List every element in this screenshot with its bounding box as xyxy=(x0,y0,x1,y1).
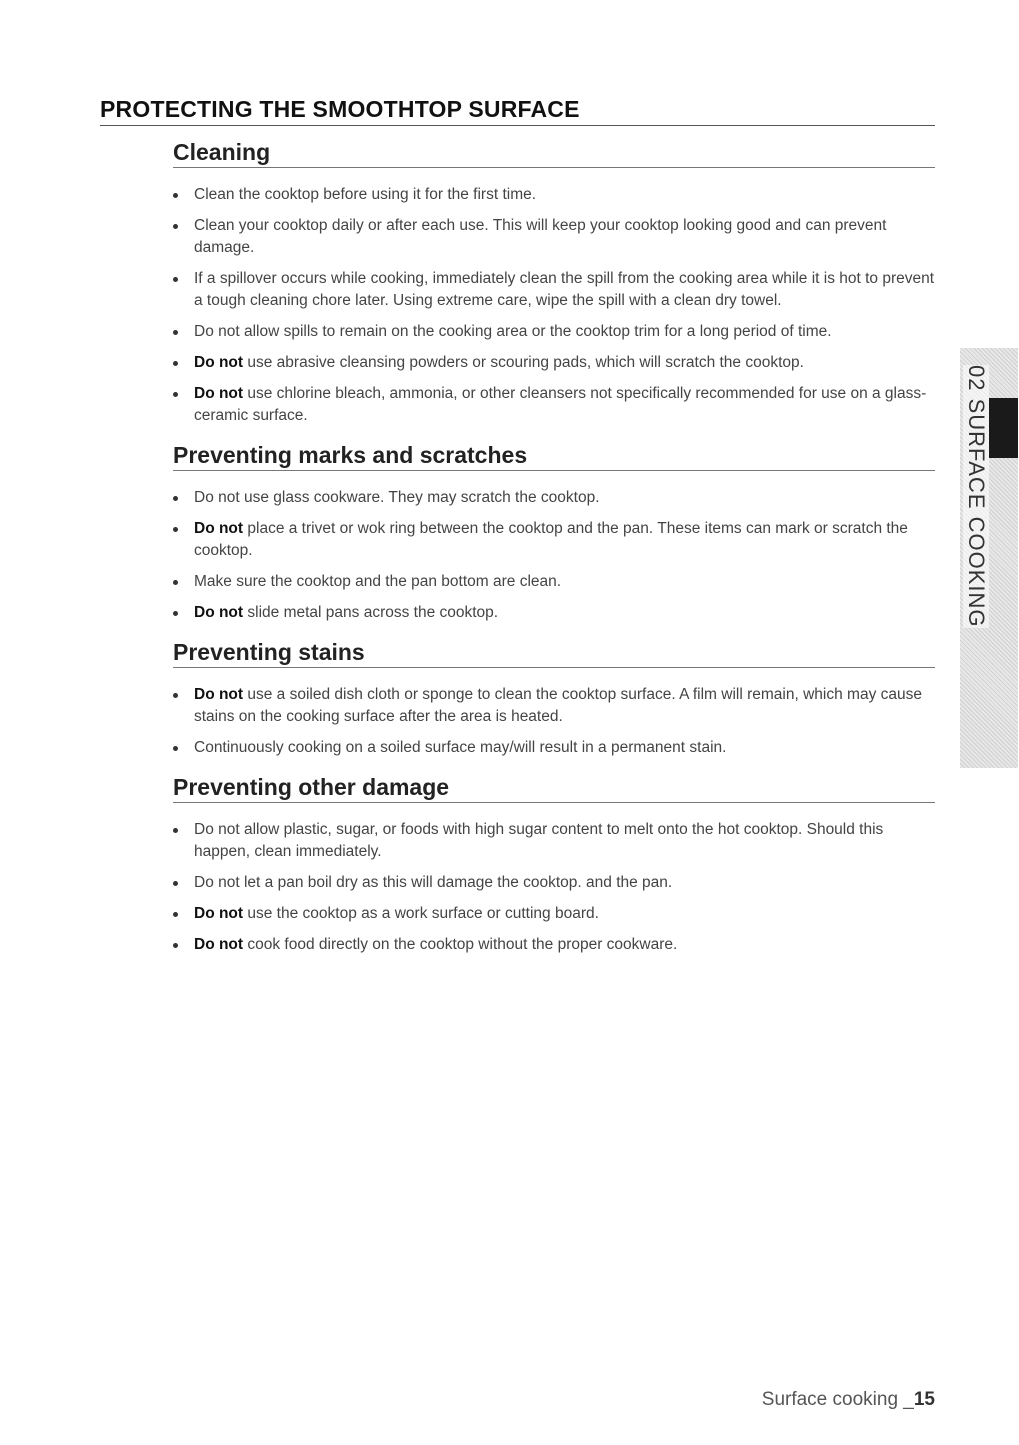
list-item xyxy=(173,819,935,863)
chapter-tab-marker xyxy=(989,398,1018,458)
item-text: place a trivet or wok ring between the cooktop and the pan. These items can mark or scratch the cooktop. xyxy=(194,520,908,559)
bullet-icon xyxy=(173,361,178,366)
bullet-icon xyxy=(173,881,178,886)
emphasis: Do not xyxy=(194,520,244,537)
item-text: use abrasive cleansing powders or scouring pads, which will scratch the cooktop. xyxy=(243,354,804,371)
section-title: Preventing stains xyxy=(173,638,935,668)
list-item xyxy=(173,321,935,343)
item-text: Do not let a pan boil dry as this will damage the cooktop. and the pan. xyxy=(194,874,673,891)
bullet-icon xyxy=(173,330,178,335)
section-title: Preventing marks and scratches xyxy=(173,441,935,471)
emphasis: Do not xyxy=(194,936,244,953)
bullet-icon xyxy=(173,611,178,616)
list-item xyxy=(173,903,935,925)
bullet-icon xyxy=(173,496,178,501)
list-item xyxy=(173,268,935,312)
list-item xyxy=(173,934,935,956)
bullet-icon xyxy=(173,580,178,585)
bullet-icon xyxy=(173,828,178,833)
bullet-list xyxy=(173,184,935,427)
emphasis: Do not xyxy=(194,354,244,371)
section-stains xyxy=(173,638,935,759)
bullet-icon xyxy=(173,224,178,229)
section-marks-scratches xyxy=(173,441,935,624)
list-item xyxy=(173,215,935,259)
list-item xyxy=(173,518,935,562)
bullet-icon xyxy=(173,912,178,917)
list-item xyxy=(173,383,935,427)
content xyxy=(173,138,935,970)
item-text: use the cooktop as a work surface or cutting board. xyxy=(243,905,599,922)
section-title: Preventing other damage xyxy=(173,773,935,803)
bullet-list xyxy=(173,819,935,956)
page-title: PROTECTING THE SMOOTHTOP SURFACE xyxy=(100,95,935,126)
item-text: Continuously cooking on a soiled surface may/will result in a permanent stain. xyxy=(194,739,727,756)
bullet-icon xyxy=(173,392,178,397)
item-text: slide metal pans across the cooktop. xyxy=(243,604,499,621)
list-item xyxy=(173,571,935,593)
list-item xyxy=(173,352,935,374)
item-text: Make sure the cooktop and the pan bottom are clean. xyxy=(194,573,562,590)
emphasis: Do not xyxy=(194,686,244,703)
item-text: Clean the cooktop before using it for the first time. xyxy=(194,186,537,203)
chapter-tab-label: 02 SURFACE COOKING xyxy=(964,365,989,628)
bullet-list xyxy=(173,487,935,624)
list-item xyxy=(173,684,935,728)
item-text: Do not use glass cookware. They may scratch the cooktop. xyxy=(194,489,600,506)
section-cleaning xyxy=(173,138,935,427)
bullet-icon xyxy=(173,746,178,751)
page-footer xyxy=(762,1389,935,1411)
item-text: use chlorine bleach, ammonia, or other cleansers not specifically recommended for use on a glass-ceramic surface. xyxy=(194,385,927,424)
bullet-list xyxy=(173,684,935,759)
bullet-icon xyxy=(173,193,178,198)
footer-label: Surface cooking _ xyxy=(761,1389,914,1410)
emphasis: Do not xyxy=(194,905,244,922)
bullet-icon xyxy=(173,277,178,282)
list-item xyxy=(173,184,935,206)
bullet-icon xyxy=(173,943,178,948)
list-item xyxy=(173,487,935,509)
section-title: Cleaning xyxy=(173,138,935,168)
section-other-damage xyxy=(173,773,935,956)
item-text: Do not allow plastic, sugar, or foods with high sugar content to melt onto the hot cooktop. Should this happen, clean immediately. xyxy=(194,821,884,860)
item-text: use a soiled dish cloth or sponge to clean the cooktop surface. A film will remain, which may cause stains on the cooking surface after the area is heated. xyxy=(194,686,922,725)
bullet-icon xyxy=(173,527,178,532)
bullet-icon xyxy=(173,693,178,698)
emphasis: Do not xyxy=(194,385,244,402)
page-number: 15 xyxy=(913,1389,935,1410)
list-item xyxy=(173,737,935,759)
list-item xyxy=(173,602,935,624)
item-text: cook food directly on the cooktop without the proper cookware. xyxy=(243,936,678,953)
item-text: If a spillover occurs while cooking, immediately clean the spill from the cooking area while it is hot to prevent a tough cleaning chore later. Using extreme care, wipe the spill with a clean dry towel. xyxy=(194,270,935,309)
item-text: Do not allow spills to remain on the cooking area or the cooktop trim for a long period of time. xyxy=(194,323,832,340)
emphasis: Do not xyxy=(194,604,244,621)
item-text: Clean your cooktop daily or after each use. This will keep your cooktop looking good and can prevent damage. xyxy=(194,217,887,256)
list-item xyxy=(173,872,935,894)
